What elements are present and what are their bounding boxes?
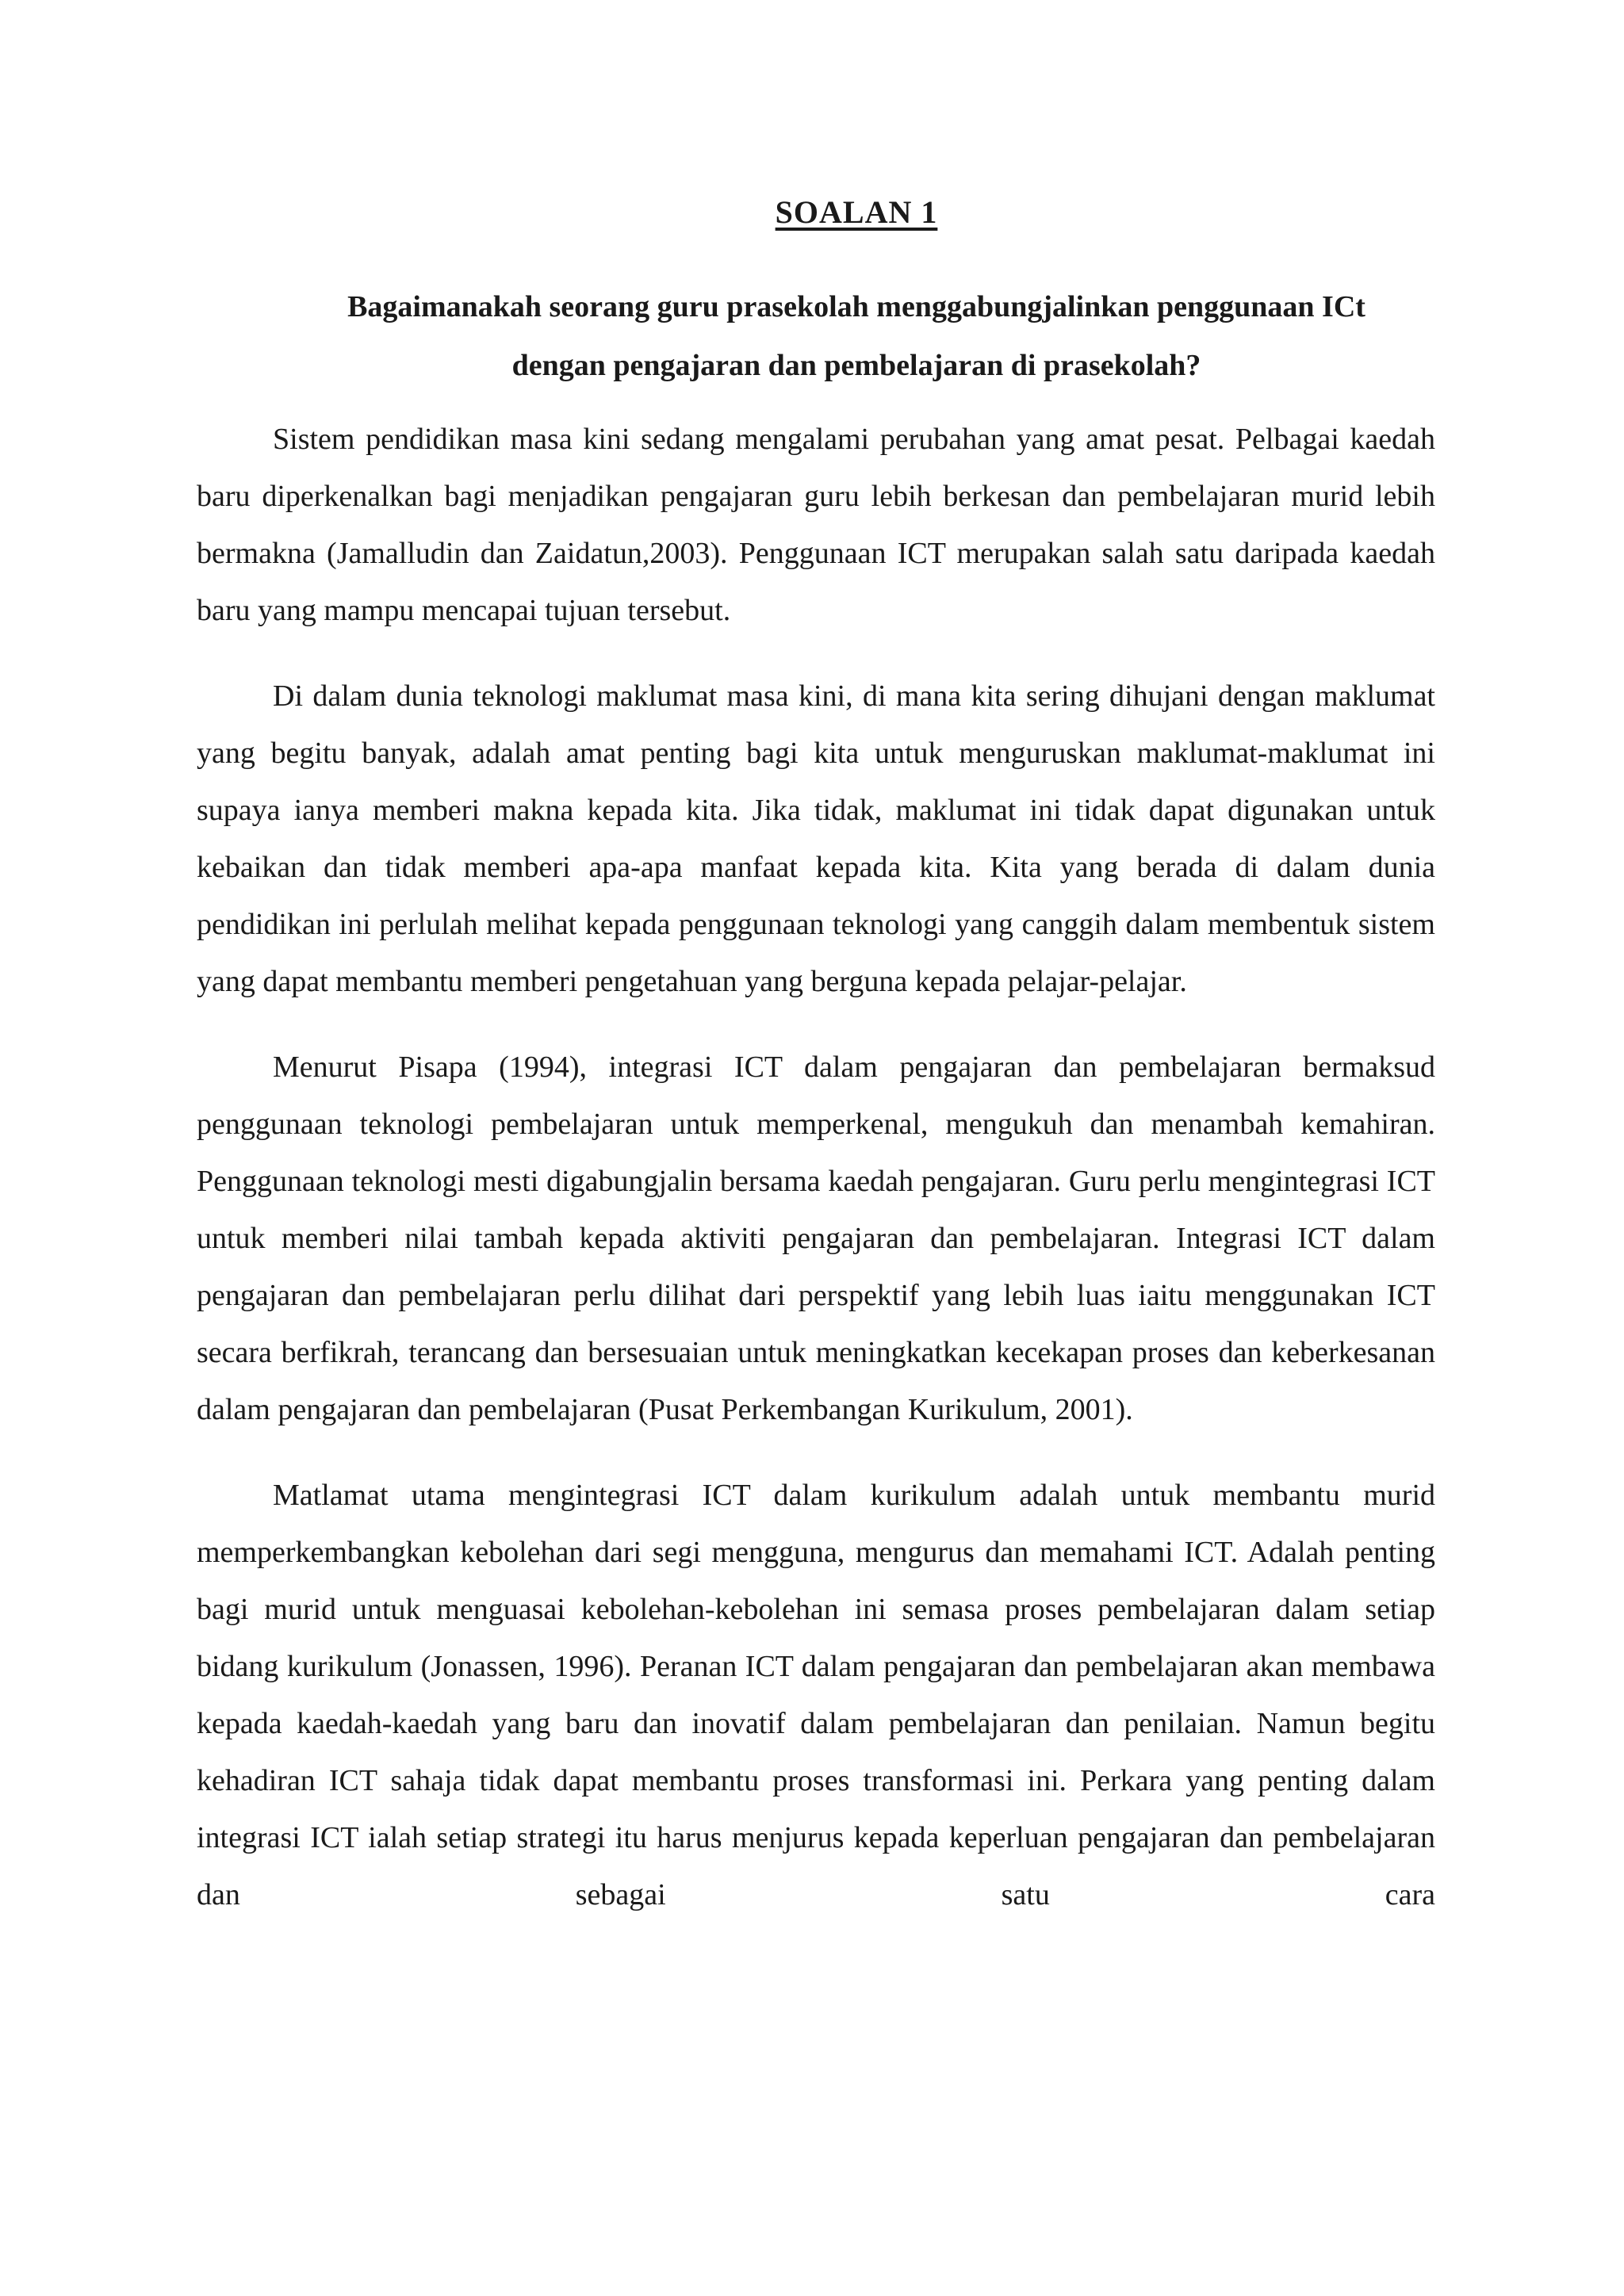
paragraph-1: Sistem pendidikan masa kini sedang mengalami perubahan yang amat pesat. Pelbagai kaedah baru diperkenalkan bagi menjadikan pengajaran guru lebih berkesan dan pembelajaran murid lebih bermakna (Jamalludin dan Zaidatun,2003). Penggunaan ICT merupakan salah satu daripada kaedah baru yang mampu mencapai tujuan tersebut. [197,423,1435,627]
question-line-1: Bagaimanakah seorang guru prasekolah menggabungjalinkan penggunaan ICt [347,290,1365,323]
body-text [197,411,1435,1952]
paragraph-2: Di dalam dunia teknologi maklumat masa kini, di mana kita sering dihujani dengan maklumat yang begitu banyak, adalah amat penting bagi kita untuk menguruskan maklumat-maklumat ini supaya ianya memberi makna kepada kita. Jika tidak, maklumat ini tidak dapat digunakan untuk kebaikan dan tidak memberi apa-apa manfaat kepada kita. Kita yang berada di dalam dunia pendidikan ini perlulah melihat kepada penggunaan teknologi yang canggih dalam membentuk sistem yang dapat membantu memberi pengetahuan yang berguna kepada pelajar-pelajar. [197,679,1435,998]
question-title [262,277,1451,395]
paragraph-4: Matlamat utama mengintegrasi ICT dalam kurikulum adalah untuk membantu murid memperkembangkan kebolehan dari segi mengguna, mengurus dan memahami ICT. Adalah penting bagi murid untuk menguasai kebolehan-kebolehan ini semasa proses pembelajaran dalam setiap bidang kurikulum (Jonassen, 1996). Peranan ICT dalam pengajaran dan pembelajaran akan membawa kepada kaedah-kaedah yang baru dan inovatif dalam pembelajaran dan penilaian. Namun begitu kehadiran ICT sahaja tidak dapat membantu proses transformasi ini. Perkara yang penting dalam integrasi ICT ialah setiap strategi itu harus menjurus kepada keperluan pengajaran dan pembelajaran dan sebagai satu cara [197,1479,1435,1911]
question-line-2: dengan pengajaran dan pembelajaran di prasekolah? [511,349,1201,382]
page-heading: SOALAN 1 [775,194,938,230]
paragraph-3: Menurut Pisapa (1994), integrasi ICT dalam pengajaran dan pembelajaran bermaksud penggunaan teknologi pembelajaran untuk memperkenal, mengukuh dan menambah kemahiran. Penggunaan teknologi mesti digabungjalin bersama kaedah pengajaran. Guru perlu mengintegrasi ICT untuk memberi nilai tambah kepada aktiviti pengajaran dan pembelajaran. Integrasi ICT dalam pengajaran dan pembelajaran perlu dilihat dari perspektif yang lebih luas iaitu menggunakan ICT secara berfikrah, terancang dan bersesuaian untuk meningkatkan kecekapan proses dan keberkesanan dalam pengajaran dan pembelajaran (Pusat Perkembangan Kurikulum, 2001). [197,1050,1435,1426]
